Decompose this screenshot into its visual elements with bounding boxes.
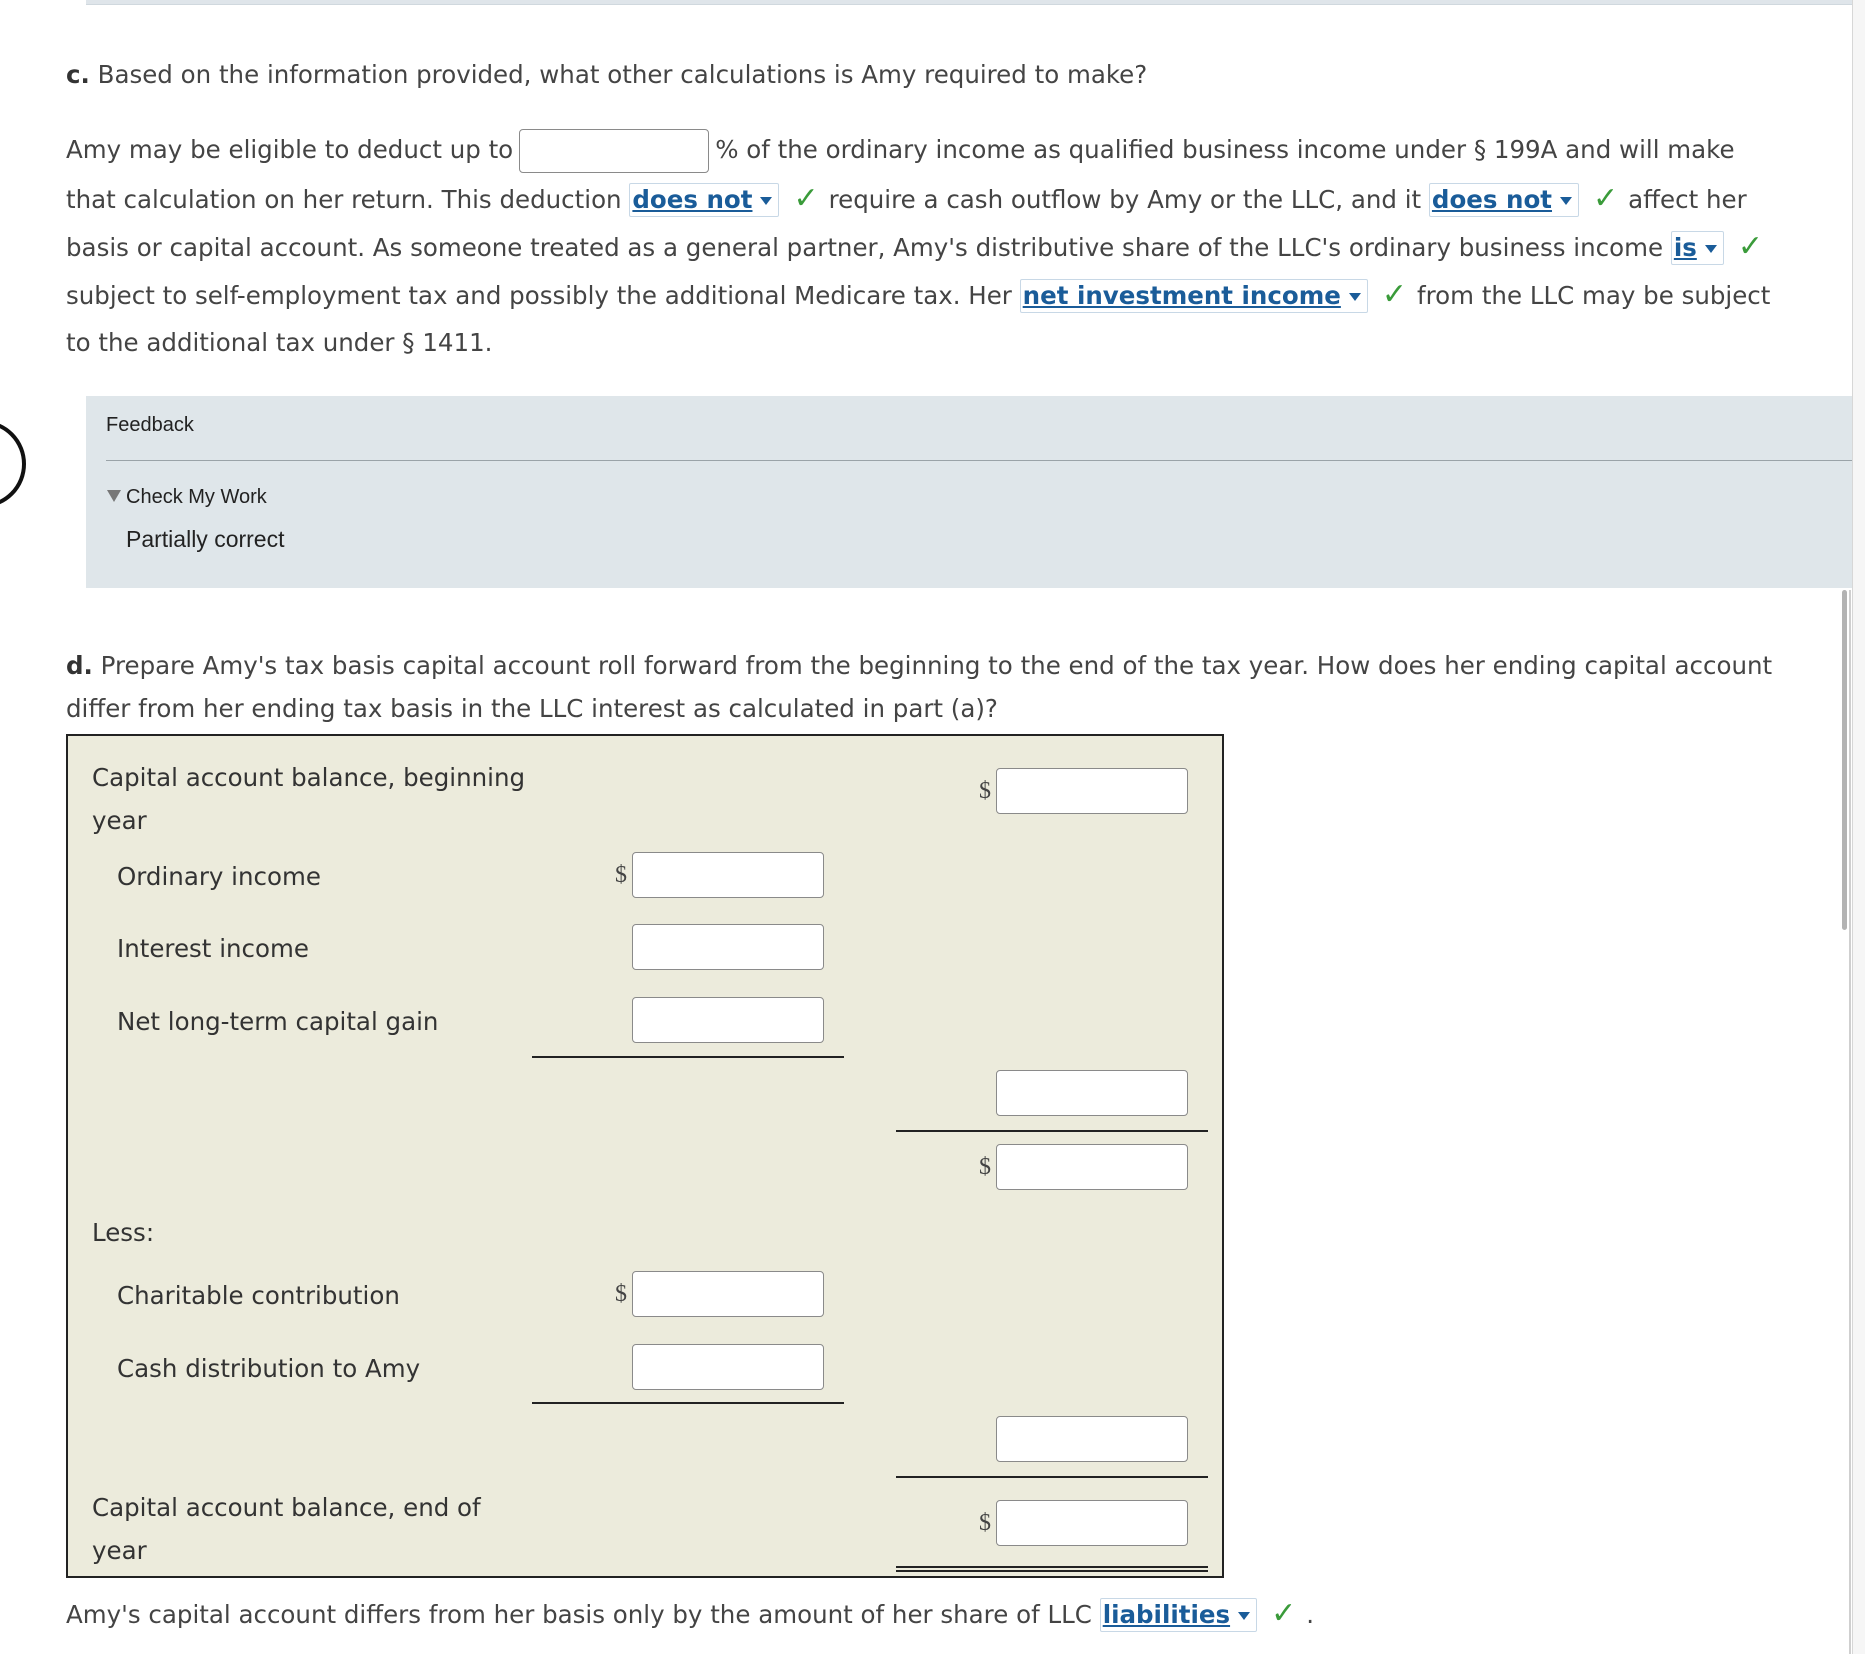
dollar-sign: $ — [979, 778, 991, 804]
checkmark-icon: ✓ — [1593, 181, 1619, 216]
dropdown-value: does not — [632, 185, 753, 214]
final-text: Amy's capital account differs from her basis only by the amount of her share of LLC — [66, 1600, 1092, 1629]
question-d — [66, 644, 1786, 730]
label-line: year — [92, 806, 147, 835]
chevron-down-icon — [1705, 245, 1717, 253]
para-line-3 — [66, 223, 1773, 272]
para-line-4 — [66, 271, 1770, 320]
charitable-contribution-input[interactable] — [632, 1271, 824, 1317]
checkmark-icon: ✓ — [1271, 1596, 1297, 1631]
question-d-text-1: Prepare Amy's tax basis capital account roll forward from the beginning to the end of the tax year. How does her ending capital account — [100, 651, 1773, 680]
dollar-sign: $ — [615, 1281, 627, 1307]
decreases-total-input[interactable] — [996, 1416, 1188, 1462]
checkmark-icon: ✓ — [1737, 229, 1763, 264]
circle-annotation — [0, 420, 26, 508]
dropdown-value: liabilities — [1102, 1600, 1231, 1629]
ordinary-income-input[interactable] — [632, 852, 824, 898]
final-statement — [66, 1596, 1314, 1632]
subtotal-underline — [532, 1056, 844, 1058]
ending-balance-label — [92, 1486, 481, 1572]
difference-dropdown[interactable] — [1100, 1598, 1257, 1632]
scrollbar-edge — [1849, 590, 1851, 1654]
subtotal-balance-input[interactable] — [996, 1144, 1188, 1190]
para-text: % of the ordinary income as qualified business income under § 199A and will make — [715, 135, 1735, 164]
net-ltcg-input[interactable] — [632, 997, 824, 1043]
final-period: . — [1306, 1600, 1314, 1629]
basis-effect-dropdown[interactable] — [1429, 183, 1579, 217]
dropdown-value: does not — [1431, 185, 1553, 214]
scrollbar-track[interactable] — [1852, 0, 1865, 1654]
para-text: that calculation on her return. This deduction — [66, 185, 622, 214]
dropdown-value: net investment income — [1022, 281, 1341, 310]
check-my-work-toggle[interactable]: Check My Work — [126, 486, 267, 508]
feedback-divider — [106, 460, 1852, 461]
dollar-sign: $ — [979, 1154, 991, 1180]
question-c-text: Based on the information provided, what other calculations is Amy required to make? — [97, 60, 1148, 89]
label-line: Capital account balance, beginning — [92, 763, 526, 792]
capital-account-panel — [66, 734, 1224, 1578]
para-line-2 — [66, 175, 1747, 224]
net-ltcg-label: Net long-term capital gain — [117, 1007, 439, 1036]
chevron-down-icon — [1238, 1612, 1250, 1620]
beginning-balance-label — [92, 756, 525, 842]
para-text: Amy may be eligible to deduct up to — [66, 135, 514, 164]
para-text: subject to self-employment tax and possibly the additional Medicare tax. Her — [66, 281, 1012, 310]
feedback-title: Feedback — [106, 414, 194, 436]
feedback-panel — [86, 396, 1852, 588]
nii-dropdown[interactable] — [1020, 279, 1368, 313]
checkmark-icon: ✓ — [793, 181, 819, 216]
chevron-down-icon — [1349, 293, 1361, 301]
chevron-down-icon — [1560, 197, 1572, 205]
feedback-status: Partially correct — [126, 526, 285, 552]
para-line-1 — [66, 126, 1735, 174]
dollar-sign: $ — [615, 862, 627, 888]
charitable-contribution-label: Charitable contribution — [117, 1281, 400, 1310]
cash-outflow-dropdown[interactable] — [629, 183, 779, 217]
para-line-5: to the additional tax under § 1411. — [66, 328, 493, 357]
question-d-letter: d. — [66, 651, 93, 680]
checkmark-icon: ✓ — [1381, 277, 1408, 312]
ending-balance-input[interactable] — [996, 1500, 1188, 1546]
label-line: Capital account balance, end of — [92, 1493, 481, 1522]
cash-distribution-label: Cash distribution to Amy — [117, 1354, 421, 1383]
question-d-line-2: differ from her ending tax basis in the LLC interest as calculated in part (a)? — [66, 694, 998, 723]
interest-income-input[interactable] — [632, 924, 824, 970]
disclosure-triangle-icon[interactable] — [107, 490, 121, 502]
cash-distribution-input[interactable] — [632, 1344, 824, 1390]
part-c-paragraph — [66, 126, 1771, 366]
increases-total-input[interactable] — [996, 1070, 1188, 1116]
less-label: Less: — [92, 1218, 155, 1247]
se-tax-dropdown[interactable] — [1671, 231, 1724, 265]
para-text: require a cash outflow by Amy or the LLC, and it — [828, 185, 1422, 214]
top-divider — [86, 0, 1865, 5]
question-c — [66, 60, 1147, 89]
double-underline — [896, 1566, 1208, 1572]
subtotal-underline — [532, 1402, 844, 1404]
total-underline — [896, 1130, 1208, 1132]
para-text: from the LLC may be subject — [1417, 281, 1771, 310]
dropdown-value: is — [1673, 233, 1697, 262]
qbi-percent-input[interactable] — [519, 129, 709, 173]
para-text: basis or capital account. As someone treated as a general partner, Amy's distributive share of the LLC's ordinary business income — [66, 233, 1664, 262]
beginning-balance-input[interactable] — [996, 768, 1188, 814]
question-c-letter: c. — [66, 60, 90, 89]
ordinary-income-label: Ordinary income — [117, 862, 321, 891]
para-text: affect her — [1628, 185, 1747, 214]
label-line: year — [92, 1536, 147, 1565]
scrollbar-thumb[interactable] — [1842, 590, 1847, 930]
question-d-line-1 — [66, 644, 1786, 687]
interest-income-label: Interest income — [117, 934, 309, 963]
chevron-down-icon — [760, 197, 772, 205]
dollar-sign: $ — [979, 1510, 991, 1536]
total-underline — [896, 1476, 1208, 1478]
